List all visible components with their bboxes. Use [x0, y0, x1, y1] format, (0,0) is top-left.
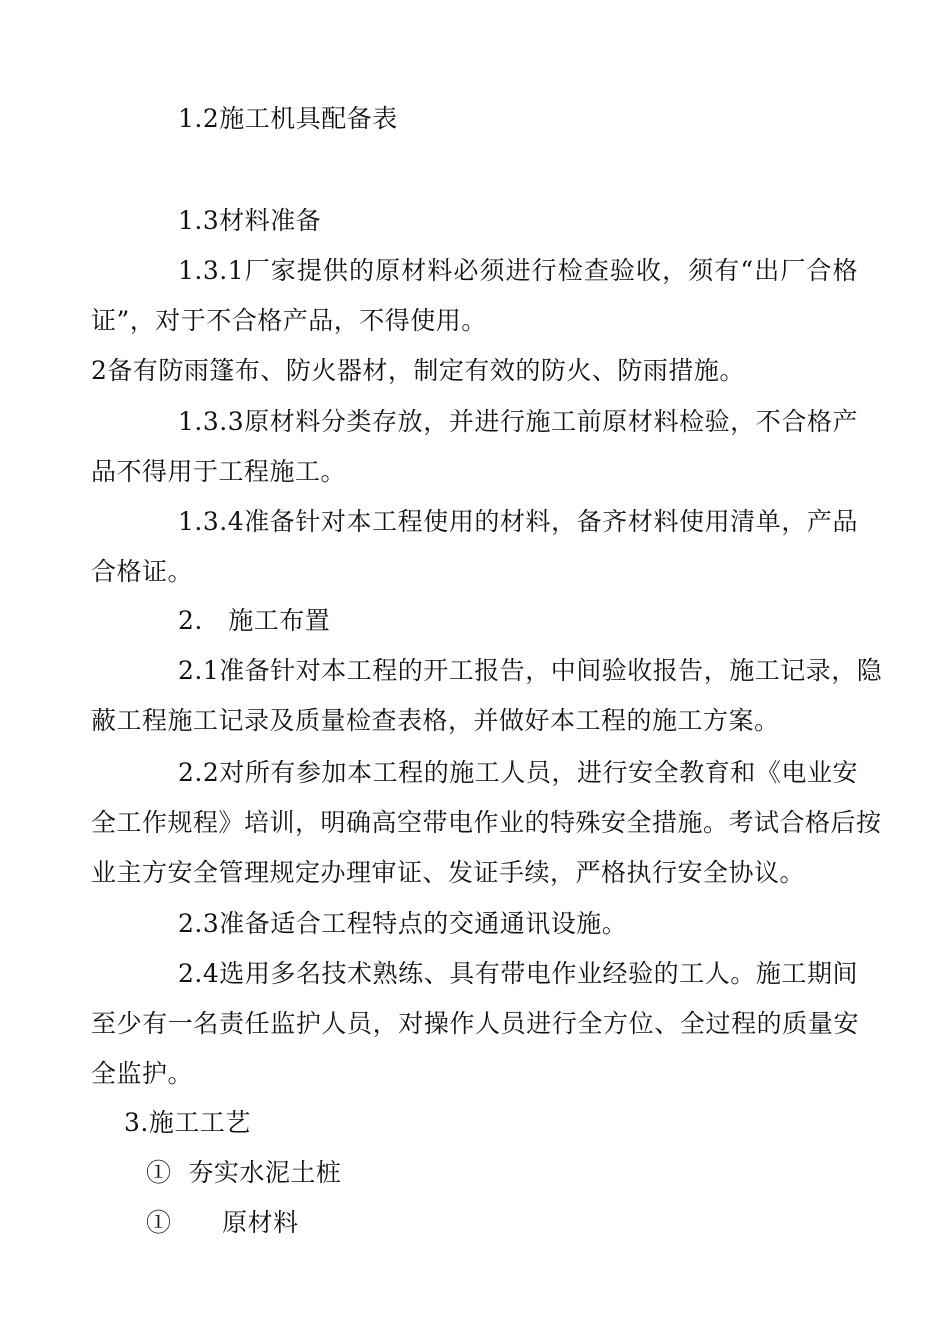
para-1-3-4-line-2: 合格证。 — [91, 557, 194, 586]
para-2-4-line-3: 全监护。 — [91, 1059, 194, 1088]
para-2-3: 2.3准备适合工程特点的交通通讯设施。 — [178, 909, 628, 938]
list-item-raw-materials: ① 原材料 — [146, 1208, 299, 1237]
para-1-3-2: 2备有防雨篷布、防火器材，制定有效的防火、防雨措施。 — [91, 356, 745, 385]
para-2-2-line-1: 2.2对所有参加本工程的施工人员，进行安全教育和《电业安 — [178, 758, 858, 787]
heading-2: 2. 施工布置 — [178, 606, 331, 635]
para-1-3-4-line-1: 1.3.4准备针对本工程使用的材料，备齐材料使用清单，产品 — [178, 507, 858, 536]
para-2-2-line-2: 全工作规程》培训，明确高空带电作业的特殊安全措施。考试合格后按 — [91, 808, 882, 837]
heading-1-3: 1.3材料准备 — [178, 206, 322, 235]
para-2-4-line-2: 至少有一名责任监护人员，对操作人员进行全方位、全过程的质量安 — [91, 1009, 859, 1038]
heading-3: 3.施工工艺 — [124, 1108, 251, 1137]
heading-1-2: 1.2施工机具配备表 — [178, 104, 398, 133]
para-2-2-line-3: 业主方安全管理规定办理审证、发证手续，严格执行安全协议。 — [91, 858, 806, 887]
para-2-1-line-1: 2.1准备针对本工程的开工报告，中间验收报告，施工记录，隐 — [178, 656, 883, 685]
para-1-3-3-line-1: 1.3.3原材料分类存放，并进行施工前原材料检验，不合格产 — [178, 407, 858, 436]
para-1-3-3-line-2: 品不得用于工程施工。 — [91, 457, 347, 486]
para-1-3-1-line-1: 1.3.1厂家提供的原材料必须进行检查验收，须有“出厂合格 — [178, 256, 858, 285]
list-item-compacted-cement-soil-pile: ① 夯实水泥土桩 — [146, 1158, 342, 1187]
para-2-4-line-1: 2.4选用多名技术熟练、具有带电作业经验的工人。施工期间 — [178, 959, 858, 988]
para-2-1-line-2: 蔽工程施工记录及质量检查表格，并做好本工程的施工方案。 — [91, 706, 780, 735]
para-1-3-1-line-2: 证”，对于不合格产品，不得使用。 — [91, 306, 487, 335]
